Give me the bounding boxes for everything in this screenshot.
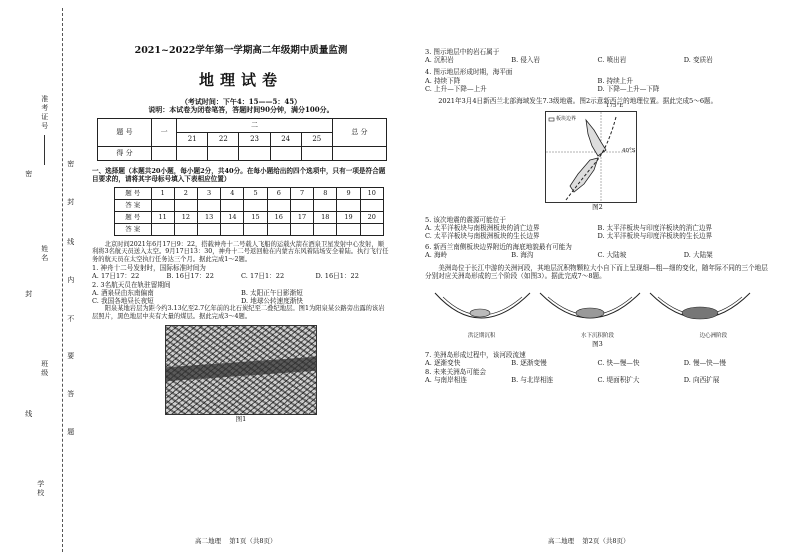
score-cell[interactable] [270,147,301,161]
seal-mark-1: 密 [24,170,33,179]
answer-number: 6 [267,187,290,199]
score-cell[interactable] [152,147,177,161]
answer-cell[interactable] [174,199,197,211]
score-sub-col: 25 [301,133,332,147]
answer-cell[interactable] [151,223,174,235]
answer-number: 18 [314,211,337,223]
question-5-options [425,224,770,240]
score-cell[interactable] [239,147,270,161]
answer-cell[interactable] [290,199,313,211]
answer-cell[interactable] [221,223,244,235]
question-8: 8. 未来关洲岛可能会 [425,367,487,376]
answer-number: 19 [337,211,360,223]
rock-strata-photo [165,325,317,415]
answer-cell[interactable] [290,223,313,235]
option: C. 喷出岩 [597,56,627,65]
school-label: 学校 [36,480,45,498]
option: D. 变质岩 [683,56,713,65]
answer-cell[interactable] [360,199,383,211]
map-latitude: 40°S [622,148,636,155]
question-8-options [425,376,770,384]
no-answer-7: 答 [66,390,75,399]
no-answer-8: 题 [66,428,75,437]
seal-mark-2: 封 [24,290,33,299]
option: D. 太平洋板块与印度洋板块的生长边界 [597,232,713,240]
seal-line [62,8,63,552]
exam-id-label: 准考证号 [40,95,49,131]
option: B. 与北岸相连 [511,375,554,384]
no-answer-2: 封 [66,198,75,207]
score-col-two: 二 [177,119,333,133]
exam-id-blank [44,135,45,165]
no-answer-5: 不 [66,315,75,324]
option: A. 酒泉昼由东南偏南 [92,288,154,297]
option: B. 太阳正午日影渐短 [241,288,303,297]
question-6: 6. 新西兰南侧板块边界附近的海底地貌最有可能为 [425,243,572,252]
no-answer-3: 线 [66,238,75,247]
answer-number: 4 [221,187,244,199]
score-row-label: 题 号 [98,119,152,147]
page-1-footer [195,537,277,545]
answer-cell[interactable] [314,199,337,211]
score-sub-col: 21 [177,133,208,147]
answer-cell[interactable] [197,223,220,235]
option: C. 17日1：22 [241,272,285,281]
score-sub-col: 23 [239,133,270,147]
passage-4: 美洲岛位于长江中游的关洲河段，其地层沉积物颗粒大小自下而上呈现细—粗—细的变化，随年际不同的三个地层分别对应关洲岛形成的三个阶段（如图3）。据此完成7～8题。 [425,263,768,280]
answer-number: 8 [314,187,337,199]
stage-label: 边心洲阶段 [699,333,728,340]
answer-cell[interactable] [174,223,197,235]
answer-number: 14 [221,211,244,223]
answer-cell[interactable] [267,223,290,235]
answer-row-label: 答 案 [115,199,152,211]
score-cell[interactable] [208,147,239,161]
answer-number: 12 [174,211,197,223]
question-4: 4. 图示地层形成时期，海平面 [425,68,513,77]
answer-number: 11 [151,211,174,223]
option: A. 太平洋板块与南极洲板块的消亡边界 [425,223,540,232]
answer-cell[interactable] [244,199,267,211]
option: B. 太平洋板块与印度洋板块的消亡边界 [597,223,713,232]
no-answer-1: 密 [66,160,75,169]
score-sub-col: 24 [270,133,301,147]
stage-1 [435,293,530,318]
answer-cell[interactable] [337,199,360,211]
footer-page: 第1页（共8页） [229,537,277,545]
option: A. 沉积岩 [425,56,454,65]
question-1-options [92,272,390,280]
answer-number: 15 [244,211,267,223]
map-graphic [546,112,636,202]
stage-2 [540,293,640,318]
option: C. 大陆坡 [597,251,627,260]
answer-number: 5 [244,187,267,199]
binding-strip [0,0,82,560]
question-3-options [425,56,770,64]
new-zealand-map [545,103,637,203]
footer-page: 第2页（共8页） [582,537,630,545]
stage-label: 水下沉积阶段 [580,333,614,340]
name-label: 姓名 [40,245,49,263]
footer-subject: 高二地理 [548,537,574,545]
stage-3 [650,293,750,319]
question-2-options [92,289,390,305]
answer-cell[interactable] [221,199,244,211]
question-3: 3. 图示地层中的岩石属于 [425,48,500,56]
option: C. 堤面积扩大 [597,375,640,384]
score-cell[interactable] [301,147,332,161]
page-1 [92,45,390,423]
exam-time: （考试时间：下午4：15——5：45） [180,96,302,106]
answer-row-label: 题 号 [115,187,152,199]
answer-cell[interactable] [314,223,337,235]
passage-2: 阳泉某地岩层为距今约3.13亿至2.7亿年前的北石炭纪至二叠纪地层。图1为阳泉某公路旁出露的该岩层照片，黑色地层中夹有大量的煤层。据此完成3～4题。 [92,305,385,321]
option: B. 逐渐变慢 [511,359,547,368]
option: B. 持续上升 [597,76,633,85]
passage-1: 北京时间2021年6月17日9：22，搭载神舟十二号载人飞船的运载火箭在酒泉卫星发射中心发射，顺利将3名航天员送入太空。9月17日13：30，神舟十二号返回舱在内蒙古东风着陆场安全着陆。执行飞行任务的航天员在太空执行任务达三个月。据此完成1～2题。 [92,240,389,264]
question-7-options [425,359,770,367]
seal-mark-3: 线 [24,410,33,419]
answer-row-label: 题 号 [115,211,152,223]
option: D. 16日1：22 [315,272,359,281]
option: A. 海岭 [425,251,448,260]
exam-title: 2021~2022学年第一学期高二年级期中质量监测 [134,45,348,56]
score-cell[interactable] [332,147,386,161]
score-col-one: 一 [152,119,177,147]
option: C. 我国各地昼长夜短 [92,297,154,306]
answer-number: 2 [174,187,197,199]
answer-cell[interactable] [151,199,174,211]
option: D. 大陆架 [683,251,713,260]
instructions: 说明：本试卷为闭卷笔答，答题时间90分钟，满分100分。 [148,105,334,115]
option: C. 太平洋板块与南极洲板块的生长边界 [425,232,540,240]
figure-2-caption: 图2 [592,203,603,212]
answer-number: 1 [151,187,174,199]
score-table [97,118,387,161]
option: C. 快—慢—快 [597,359,640,368]
question-4-options [425,77,770,93]
stage-label: 洪泛期沉积 [467,333,496,340]
map-longitude: 175°E [606,103,624,110]
option: D. 向西扩展 [683,375,720,384]
option: A. 与南岸相连 [425,375,467,384]
option: B. 侵入岩 [511,56,541,65]
answer-cell[interactable] [360,223,383,235]
answer-number: 9 [337,187,360,199]
figure-3-caption: 图3 [592,340,603,349]
answer-number: 16 [267,211,290,223]
no-answer-6: 要 [66,352,75,361]
map-legend: 板块边界 [556,116,577,123]
option: D. 地球公转速度渐快 [241,297,303,306]
score-sub-col: 22 [208,133,239,147]
answer-table [114,187,384,236]
answer-number: 7 [290,187,313,199]
option: D. 下降—上升—下降 [597,84,660,93]
class-label: 班级 [40,360,49,378]
option: B. 16日17：22 [166,272,214,281]
answer-number: 3 [197,187,220,199]
no-answer-4: 内 [66,276,75,285]
page-2-footer [548,537,630,545]
answer-number: 17 [290,211,313,223]
option: A. 17日17：22 [92,272,140,281]
figure-1-caption: 图1 [235,415,247,424]
option: B. 海沟 [511,251,534,260]
question-1: 1. 神舟十二号发射时，国际标准时间为 [92,264,206,273]
score-cell[interactable] [177,147,208,161]
question-5: 5. 该次地震的震源可能位于 [425,215,506,224]
answer-number: 20 [360,211,383,223]
score-row2-label: 得 分 [98,147,152,161]
answer-cell[interactable] [244,223,267,235]
answer-row-label: 答 案 [115,223,152,235]
answer-number: 13 [197,211,220,223]
page-2 [425,48,770,384]
question-7: 7. 美洲岛形成过程中，该河段流速 [425,351,526,360]
subject-title: 地理试卷 [198,70,283,89]
option: D. 慢—快—慢 [683,359,726,368]
answer-cell[interactable] [197,199,220,211]
score-total-label: 总 分 [332,119,386,147]
answer-number: 10 [360,187,383,199]
coal-seam [166,357,316,381]
answer-cell[interactable] [337,223,360,235]
passage-3: 2021年3月4日新西兰北部海域发生7.3级地震。图2示意新西兰的地理位置。据此完成5～6题。 [438,97,718,106]
section1-intro: 一、选择题（本题共20小题，每小题2分，共40分。在每小题给出的四个选项中，只有一项是符合题目要求的，请将其字母标号填入下表相应位置） [92,167,386,184]
footer-subject: 高二地理 [195,537,221,545]
question-6-options [425,251,770,259]
question-2: 2. 3名航天员在轨驻留期间 [92,280,171,289]
option: C. 上升—下降—上升 [425,84,487,93]
option: A. 持续下降 [425,76,461,85]
answer-cell[interactable] [267,199,290,211]
option: A. 逐渐变快 [425,359,461,368]
